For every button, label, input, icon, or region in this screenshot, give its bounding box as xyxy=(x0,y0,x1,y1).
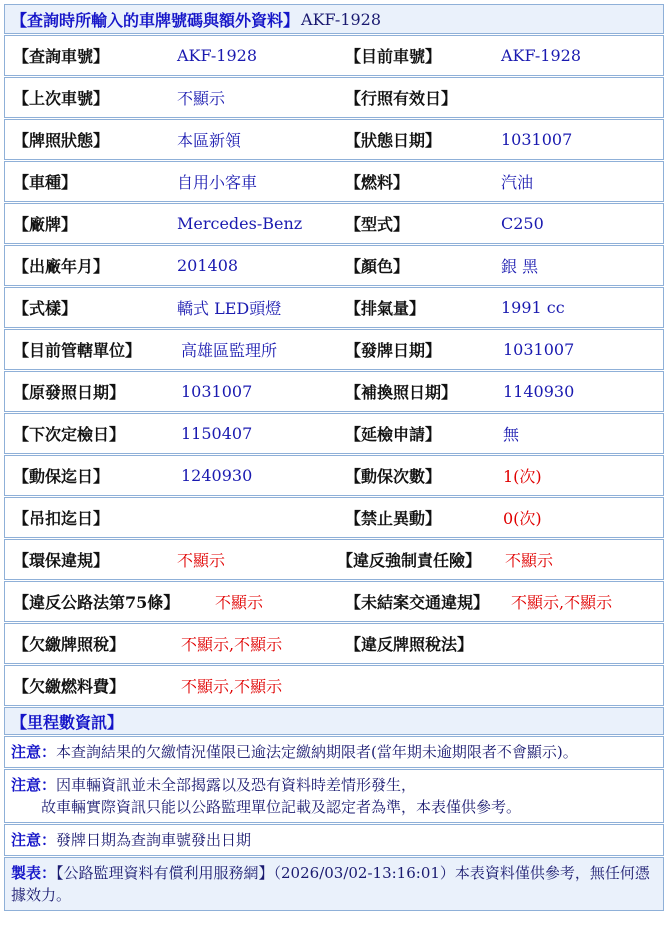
field-value: 不顯示 xyxy=(177,551,226,570)
table-row xyxy=(4,245,664,286)
field-value: 不顯示 xyxy=(505,551,554,570)
note-text: 因車輛資訊並未全部揭露以及恐有資料時差情形發生， xyxy=(56,776,417,794)
field-value: 轎式 LED頭燈 xyxy=(177,299,282,318)
field-label: 【廠牌】 xyxy=(13,215,78,234)
field-label: 【延檢申請】 xyxy=(345,425,442,444)
note-text: 故車輛實際資訊只能以公路監理單位記載及認定者為準，本表僅供參考。 xyxy=(41,798,522,816)
query-plate: AKF-1928 xyxy=(301,9,382,29)
footer-credit xyxy=(4,857,664,911)
table-row xyxy=(4,623,664,664)
field-value: 1031007 xyxy=(181,382,253,401)
vehicle-info-table xyxy=(4,4,664,911)
field-label: 【環保違規】 xyxy=(13,551,110,570)
field-value: AKF-1928 xyxy=(501,46,582,65)
field-label: 【補換照日期】 xyxy=(345,383,458,402)
table-row xyxy=(4,203,664,244)
field-value: 不顯示 xyxy=(177,89,226,108)
field-label: 【原發照日期】 xyxy=(13,383,126,402)
note-disclaimer xyxy=(4,769,664,823)
field-label: 【違反公路法第75條】 xyxy=(13,593,180,612)
footer-label: 製表： xyxy=(11,864,57,882)
field-label: 【未結案交通違規】 xyxy=(345,593,490,612)
note-text: 發牌日期為查詢車號發出日期 xyxy=(56,831,252,849)
table-row xyxy=(4,497,664,538)
mileage-section-header: 【里程數資訊】 xyxy=(4,707,664,735)
note-label: 注意： xyxy=(11,776,57,794)
query-title-label: 【查詢時所輸入的車牌號碼與額外資料】 xyxy=(11,10,300,30)
field-label: 【發牌日期】 xyxy=(345,341,442,360)
note-text: 本查詢結果的欠繳情況僅限已逾法定繳納期限者(當年期未逾期限者不會顯示)。 xyxy=(56,743,578,761)
field-label: 【牌照狀態】 xyxy=(13,131,110,150)
note-plate-date xyxy=(4,824,664,856)
field-label: 【欠繳牌照稅】 xyxy=(13,635,126,654)
field-label: 【顏色】 xyxy=(345,257,410,276)
table-row xyxy=(4,371,664,412)
field-label: 【目前管轄單位】 xyxy=(13,341,142,360)
field-label: 【狀態日期】 xyxy=(345,131,442,150)
field-value: Mercedes-Benz xyxy=(177,214,303,233)
field-label: 【動保迄日】 xyxy=(13,467,110,486)
field-value: C250 xyxy=(501,214,544,233)
field-value: 201408 xyxy=(177,256,239,275)
note-arrears xyxy=(4,736,664,768)
table-row xyxy=(4,539,664,580)
table-row xyxy=(4,287,664,328)
table-row xyxy=(4,413,664,454)
field-value: 不顯示,不顯示 xyxy=(511,593,613,612)
field-label: 【式樣】 xyxy=(13,299,78,318)
field-value: 本區新領 xyxy=(177,131,242,150)
table-row xyxy=(4,455,664,496)
field-value: 1240930 xyxy=(181,466,253,485)
field-label: 【行照有效日】 xyxy=(345,89,458,108)
note-label: 注意： xyxy=(11,743,57,761)
field-value: 1991 cc xyxy=(501,298,565,317)
field-label: 【型式】 xyxy=(345,215,410,234)
field-label: 【排氣量】 xyxy=(345,299,426,318)
table-row xyxy=(4,581,664,622)
field-label: 【欠繳燃料費】 xyxy=(13,677,126,696)
field-label: 【燃料】 xyxy=(345,173,410,192)
field-label: 【違反牌照稅法】 xyxy=(345,635,474,654)
footer-text: 【公路監理資料有償利用服務網】（2026/03/02-13:16:01）本表資料僅供參考，無任何憑據效力。 xyxy=(11,864,650,904)
table-row xyxy=(4,35,664,76)
field-value: 1031007 xyxy=(503,340,575,359)
field-label: 【查詢車號】 xyxy=(13,47,110,66)
field-label: 【下次定檢日】 xyxy=(13,425,126,444)
field-value: 自用小客車 xyxy=(177,173,258,192)
field-value: 不顯示 xyxy=(215,593,264,612)
field-value: AKF-1928 xyxy=(177,46,258,65)
note-label: 注意： xyxy=(11,831,57,849)
field-value: 1150407 xyxy=(181,424,253,443)
field-value: 無 xyxy=(503,425,520,444)
field-label: 【目前車號】 xyxy=(345,47,442,66)
field-label: 【吊扣迄日】 xyxy=(13,509,110,528)
table-row xyxy=(4,665,664,706)
field-value: 1(次) xyxy=(503,467,542,486)
table-row xyxy=(4,119,664,160)
field-label: 【上次車號】 xyxy=(13,89,110,108)
field-value: 銀 黑 xyxy=(501,257,539,276)
query-title xyxy=(4,4,664,34)
field-label: 【出廠年月】 xyxy=(13,257,110,276)
field-value: 1031007 xyxy=(501,130,573,149)
table-row xyxy=(4,77,664,118)
field-value: 0(次) xyxy=(503,509,542,528)
field-label: 【違反強制責任險】 xyxy=(337,551,482,570)
table-row xyxy=(4,161,664,202)
field-value: 不顯示,不顯示 xyxy=(181,635,283,654)
field-value: 1140930 xyxy=(503,382,575,401)
field-value: 高雄區監理所 xyxy=(181,341,278,360)
field-label: 【禁止異動】 xyxy=(345,509,442,528)
field-label: 【車種】 xyxy=(13,173,78,192)
field-label: 【動保次數】 xyxy=(345,467,442,486)
field-value: 汽油 xyxy=(501,173,534,192)
table-row xyxy=(4,329,664,370)
field-value: 不顯示,不顯示 xyxy=(181,677,283,696)
